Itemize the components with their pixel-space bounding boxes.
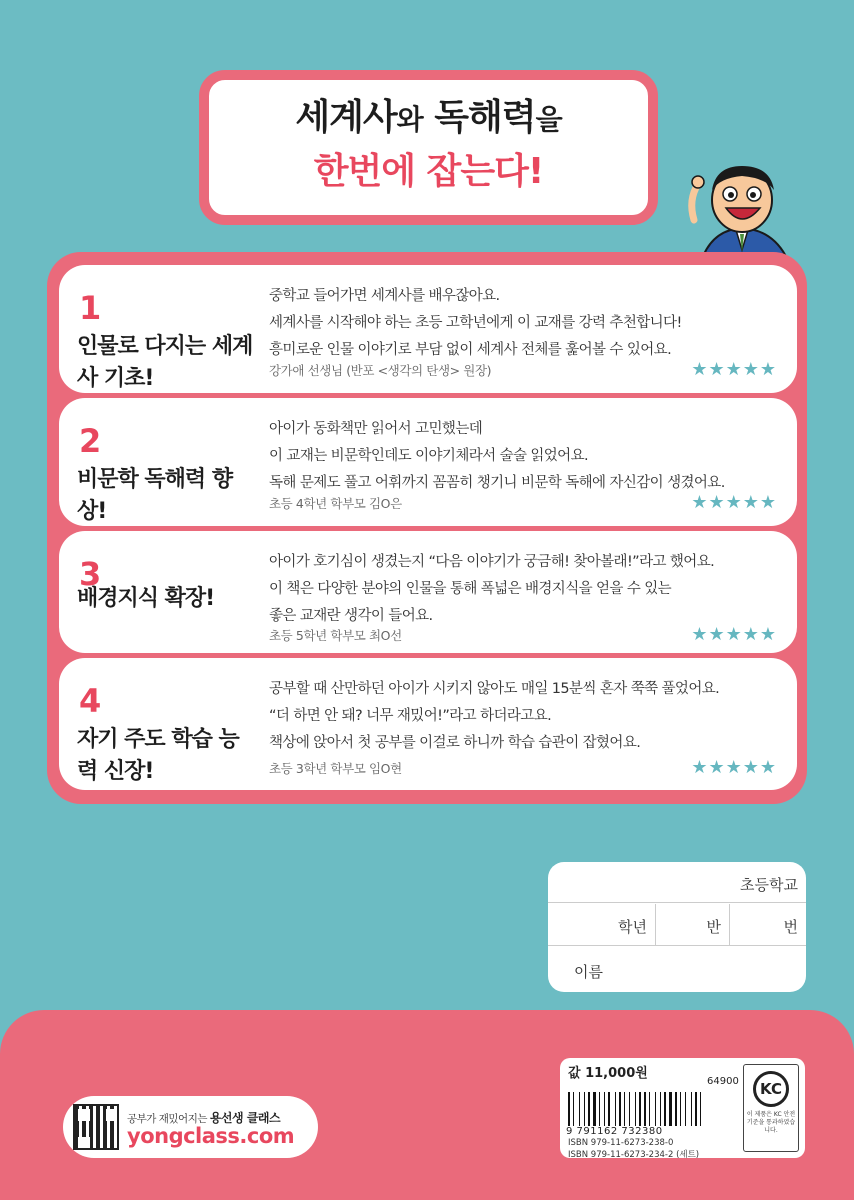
review-card-1	[59, 265, 797, 393]
barcode-stripe	[573, 1092, 574, 1126]
barcode-stripe	[626, 1092, 628, 1126]
barcode-stripe	[584, 1092, 585, 1126]
school-label: 초등학교	[740, 876, 798, 894]
addon-code: 64900	[707, 1076, 739, 1087]
barcode-stripe	[642, 1092, 643, 1126]
barcode-stripe	[700, 1092, 701, 1126]
star-rating: ★★★★★	[691, 359, 777, 380]
barcode-stripe	[649, 1092, 650, 1126]
barcode-stripe	[624, 1092, 625, 1126]
barcode-stripe	[608, 1092, 610, 1126]
promo-tagline: 공부가 재밌어지는 용선생 클래스	[127, 1111, 281, 1125]
barcode-stripe	[588, 1092, 590, 1126]
class-label: 반	[706, 918, 721, 936]
barcode-stripe	[691, 1092, 692, 1126]
barcode-box	[560, 1058, 805, 1158]
kc-mark	[743, 1064, 799, 1152]
barcode-stripe	[571, 1092, 572, 1126]
star-rating: ★★★★★	[691, 492, 777, 513]
barcode-stripe	[606, 1092, 607, 1126]
kc-logo-icon: KC	[753, 1071, 789, 1107]
barcode-stripe	[622, 1092, 623, 1126]
barcode-number: 9 791162 732380	[566, 1126, 663, 1137]
barcode-stripe	[581, 1092, 583, 1126]
barcode-stripe	[647, 1092, 648, 1126]
barcode-stripe	[673, 1092, 674, 1126]
barcode-stripe	[631, 1092, 634, 1126]
barcode-stripe	[693, 1092, 694, 1126]
barcode-stripe	[575, 1092, 578, 1126]
star-rating: ★★★★★	[691, 757, 777, 778]
barcode-stripe	[651, 1092, 654, 1126]
qr-code-icon[interactable]	[73, 1104, 119, 1150]
promo-url-link[interactable]: yongclass.com	[127, 1124, 295, 1148]
kc-text: 이 제품은 KC 안전기준을 통과하였습니다.	[746, 1111, 796, 1134]
barcode-stripe	[615, 1092, 616, 1126]
barcode-stripe	[662, 1092, 663, 1126]
barcode-stripe	[597, 1092, 598, 1126]
card-number: 1	[79, 289, 102, 327]
barcode-stripe	[698, 1092, 699, 1126]
barcode-stripe	[637, 1092, 638, 1126]
number-label: 번	[783, 918, 798, 936]
card-heading: 인물로 다지는 세계사 기초!	[77, 334, 253, 391]
barcode-stripe	[680, 1092, 681, 1126]
title-box	[199, 70, 658, 225]
barcode-stripe	[617, 1092, 618, 1126]
isbn-set-label: ISBN 979-11-6273-234-2 (세트)	[568, 1150, 700, 1160]
card-number: 4	[79, 682, 102, 720]
barcode-stripe	[599, 1092, 600, 1126]
card-heading: 비문학 독해력 향상!	[77, 467, 233, 524]
barcode-stripe	[629, 1092, 630, 1126]
mascot-illustration	[680, 160, 800, 265]
barcode-stripe	[702, 1092, 704, 1126]
barcode-stripe	[644, 1092, 646, 1126]
barcode-stripe	[675, 1092, 677, 1126]
barcode-icon	[568, 1092, 738, 1126]
card-heading: 자기 주도 학습 능력 신장!	[77, 727, 239, 784]
barcode-stripe	[687, 1092, 690, 1126]
barcode-stripe	[579, 1092, 580, 1126]
barcode-stripe	[611, 1092, 614, 1126]
card-author: 초등 3학년 학부모 임O현	[269, 761, 402, 776]
barcode-stripe	[667, 1092, 668, 1126]
barcode-stripe	[657, 1092, 659, 1126]
card-author: 초등 5학년 학부모 최O선	[269, 628, 402, 643]
barcode-stripe	[678, 1092, 679, 1126]
review-card-3	[59, 531, 797, 653]
barcode-stripe	[639, 1092, 641, 1126]
barcode-stripe	[601, 1092, 603, 1126]
card-body: 중학교 들어가면 세계사를 배우잖아요. 세계사를 시작해야 하는 초등 고학년에게 이 교재를 강력 추천합니다! 흥미로운 인물 이야기로 부담 없이 세계사 전체를 훑어볼 수 있어요.	[269, 288, 682, 358]
card-number: 2	[79, 422, 102, 460]
title-line-2: 한번에 잡는다!	[313, 151, 544, 192]
barcode-stripe	[593, 1092, 596, 1126]
barcode-stripe	[604, 1092, 605, 1126]
name-label: 이름	[574, 963, 603, 981]
star-rating: ★★★★★	[691, 624, 777, 645]
barcode-stripe	[591, 1092, 592, 1126]
barcode-stripe	[635, 1092, 636, 1126]
barcode-stripe	[619, 1092, 621, 1126]
card-body: 아이가 호기심이 생겼는지 “다음 이야기가 궁금해! 찾아볼래!”라고 했어요. 이 책은 다양한 분야의 인물을 통해 폭넓은 배경지식을 얻을 수 있는 좋은 교재란 생각이 들어요.	[269, 554, 715, 624]
price-label: 값 11,000원	[568, 1066, 648, 1081]
barcode-stripe	[669, 1092, 672, 1126]
card-author: 초등 4학년 학부모 김O은	[269, 496, 402, 511]
title-line-1: 세계사와 독해력을	[295, 97, 562, 138]
barcode-stripe	[664, 1092, 666, 1126]
barcode-stripe	[685, 1092, 686, 1126]
card-heading: 배경지식 확장!	[77, 586, 215, 611]
barcode-stripe	[586, 1092, 587, 1126]
card-body: 아이가 동화책만 읽어서 고민했는데 이 교재는 비문학인데도 이야기체라서 술술 읽었어요. 독해 문제도 풀고 어휘까지 꼼꼼히 챙기니 비문학 독해에 자신감이 생겼어요.	[269, 421, 725, 491]
barcode-stripe	[695, 1092, 697, 1126]
card-author: 강가애 선생님 (반포 <생각의 탄생> 원장)	[269, 363, 492, 378]
review-card-2	[59, 398, 797, 526]
barcode-stripe	[655, 1092, 656, 1126]
review-card-4	[59, 658, 797, 790]
isbn-label: ISBN 979-11-6273-238-0	[568, 1138, 674, 1148]
barcode-stripe	[682, 1092, 684, 1126]
barcode-stripe	[660, 1092, 661, 1126]
barcode-stripe	[568, 1092, 570, 1126]
card-body: 공부할 때 산만하던 아이가 시키지 않아도 매일 15분씩 혼자 쭉쭉 풀었어요. “더 하면 안 돼? 너무 재밌어!”라고 하더라고요. 책상에 앉아서 첫 공부를 이걸로 하니까 학습 습관이 잡혔어요.	[269, 681, 720, 751]
card-number: 3	[79, 555, 102, 593]
promo-pill[interactable]	[63, 1096, 318, 1158]
grade-label: 학년	[618, 918, 647, 936]
name-label-box	[548, 862, 806, 992]
